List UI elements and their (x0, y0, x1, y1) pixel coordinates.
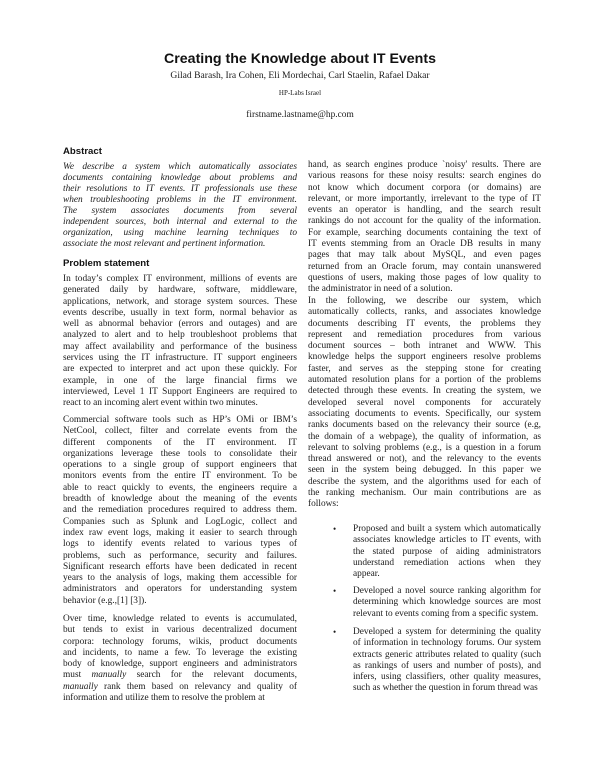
text-line: index raw event logs, making it easier to search through (63, 527, 297, 538)
text-line: analyzed to alert and to help troubleshoot problems that (63, 330, 297, 341)
text-line: different components of the IT environment. IT (63, 437, 297, 448)
text-line: relevant to events coming from a specific system. (353, 608, 539, 619)
bullet-icon: • (333, 586, 337, 596)
text-line: may affect availability and performance of the business (63, 341, 297, 352)
text-line: thread answered or not), and the relevancy to the events (308, 454, 541, 465)
text-line: follows: (308, 499, 339, 510)
text-line: returned from an Oracle forum, may contain unanswered (308, 261, 541, 272)
text-line: applications, network, and storage system sources. These (63, 296, 297, 307)
text-line: body of knowledge, support engineers and administrators (63, 659, 297, 670)
contact-email: firstname.lastname@hp.com (246, 110, 354, 120)
text-line: Proposed and built a system which automatically (353, 524, 541, 534)
text-line: events describe, usually in text form, normal behavior as (63, 307, 297, 318)
text-line: rankings do not account for the quality of the information. (308, 216, 541, 227)
text-line: determining which knowledge sources are most (353, 597, 541, 608)
text-line: pages that may talk about MySQL, and even pages (308, 250, 541, 261)
text-line: IT events stemming from an Oracle DB results in many (308, 239, 541, 250)
text-line: understand remediation actions when they (353, 557, 541, 568)
contribution-bullet-item (333, 627, 541, 695)
text-line: The system associates documents from several (63, 206, 297, 216)
text-line: detected through these events. In creating the system, we (308, 386, 541, 397)
text-line: able to react quickly to events, the engineers require a (63, 482, 297, 493)
text-line: not know which document corpora (or domains) are (308, 182, 541, 193)
text-line: Developed a system for determining the quality (353, 627, 541, 637)
emphasized-text: manually (63, 681, 98, 692)
paper-title: Creating the Knowledge about IT Events (164, 51, 436, 67)
text-line: well as abnormal behavior (errors and outages) and are (63, 319, 297, 330)
text-line: automatically collects, ranks, and associates knowledge (308, 307, 541, 318)
bullet-text (353, 627, 541, 695)
text-line: but tends to exist in various decentralized document (63, 625, 297, 636)
text-line: documents containing knowledge about problems and (63, 173, 297, 183)
text-line: Companies such as Splunk and LogLogic, collect and (63, 516, 297, 527)
contribution-bullet-item (333, 586, 541, 620)
section-heading-problem-statement: Problem statement (63, 258, 150, 269)
emphasized-text: manually (91, 670, 127, 681)
bullet-icon: • (333, 627, 337, 637)
text-line: logs to identify events related to various types of (63, 539, 297, 550)
bullet-text (353, 586, 541, 620)
text-line: seen in the system being debugged. In this paper we (308, 465, 541, 476)
text-line: represent and remediation procedures from various (308, 329, 541, 340)
body-paragraph (63, 415, 297, 607)
text-line: questions of users, making those pages of low quality to (308, 272, 541, 283)
text-line: knowledge helps the support engineers resolve problems (308, 352, 541, 363)
text-line: the ranking mechanism. Our main contributions are as (308, 488, 541, 499)
text-line: their resolutions to IT events. IT professionals use these (63, 184, 297, 194)
text-line: documents describing IT events, the problems they (308, 318, 541, 329)
text-line: services using the IT infrastructure. IT support engineers (63, 353, 297, 364)
author-list: Gilad Barash, Ira Cohen, Eli Mordechai, Carl Staelin, Rafael Dakar (170, 70, 430, 81)
text-line: are expected to interpret and act upon these quickly. For (63, 364, 297, 375)
contribution-bullet-item (333, 524, 541, 580)
text-line: Developed a novel source ranking algorithm for (353, 586, 541, 596)
text-line: automated resolution plans for a portion of the problems (308, 375, 541, 386)
text-line: faster, and serves as the stepping stone for creating (308, 363, 541, 374)
text-line: generated daily by hardware, software, middleware, (63, 285, 297, 296)
text-line: developed several novel components for accurately (308, 397, 541, 408)
affiliation: HP-Labs Israel (278, 89, 322, 97)
text-line: NetCool, collect, filter and correlate events from the (63, 426, 297, 437)
text-line: associates knowledge articles to IT events, with (353, 535, 541, 546)
text-line: various reasons for these noisy results: search engines do (308, 171, 541, 182)
text-line: years to the analysis of logs, making them accessible for (63, 573, 297, 584)
text-segment: search for the relevant documents, (126, 670, 297, 681)
body-paragraph (308, 160, 541, 296)
text-line: such as whether the question in forum thread was (353, 683, 538, 694)
text-line: when troubleshooting problems in the IT environment. (63, 195, 297, 205)
text-line: organizations leverage these tools to consolidate their (63, 448, 297, 459)
text-line: the domain of a webpage), the quality of information, as (308, 431, 541, 442)
text-line: relevant to solving problems (e.g., is a question in a forum (308, 442, 541, 453)
text-line: the administrator in need of a solution. (308, 284, 453, 295)
text-line: infers, using classifiers, other quality measures, (353, 672, 541, 683)
text-line: example, in one of the large financial firms we (63, 375, 297, 386)
text-line: events an operator is handling, and the search result (308, 205, 541, 216)
abstract-paragraph (63, 162, 297, 250)
text-line: organization, using machine learning techniques to (63, 228, 297, 238)
text-line: We describe a system which automatically associates (63, 162, 297, 172)
text-line: extracts generic attributes related to quality (such (353, 649, 541, 660)
text-line: describe the system, and the algorithms used for each of (308, 476, 541, 487)
text-line: problems, such as performance, security and failures. (63, 550, 297, 561)
text-line: breadth of knowledge about the meaning of the events (63, 494, 297, 505)
text-line: appear. (353, 569, 380, 580)
body-paragraph (63, 274, 297, 410)
text-line: hand, as search engines produce `noisy' results. There are (308, 160, 541, 170)
text-line: relevant, or more importantly, irrelevant to the type of IT (308, 193, 541, 204)
text-line: corpora: technology forums, wikis, product documents (63, 636, 297, 647)
text-line: Significant research efforts have been dedicated in recent (63, 561, 297, 572)
text-line: as rankings of users and number of posts), and (353, 660, 541, 671)
body-paragraph (63, 614, 297, 704)
text-segment: rank them based on relevancy and quality of (97, 681, 297, 692)
text-line: information and utilize them to resolve the problem at (63, 693, 265, 704)
text-line: interviewed, Level 1 IT Support Engineers are required to (63, 386, 297, 397)
text-line: behavior (e.g.,[1] [3]). (63, 595, 147, 606)
text-line: In the following, we describe our system, which (308, 296, 541, 306)
text-segment: must (63, 670, 92, 681)
text-line: associate the most relevant and pertinent information. (63, 239, 266, 249)
text-line (63, 670, 297, 681)
text-line: independent sources, both internal and external to the (63, 217, 297, 227)
text-line: of information in technology forums. Our system (353, 638, 541, 649)
text-line: administrators and operators for understanding system (63, 584, 297, 595)
text-line: monitors events from the entire IT environment. To be (63, 471, 297, 482)
text-line: and incidents, to name a few. To leverage the existing (63, 647, 297, 658)
text-line: operations to a single group of support engineers that (63, 460, 297, 471)
text-line (63, 682, 297, 693)
text-line: For example, searching documents containing the text of (308, 227, 541, 238)
text-line: associating documents to events. Specifically, our system (308, 408, 541, 419)
section-heading-abstract: Abstract (63, 146, 102, 157)
text-line: document sources – both intranet and WWW. This (308, 341, 541, 352)
bullet-text (353, 524, 541, 580)
text-line: In today’s complex IT environment, millions of events are (63, 274, 297, 284)
text-line: Commercial software tools such as HP’s OMi or IBM’s (63, 415, 297, 425)
body-paragraph (308, 296, 541, 511)
text-line: ranks documents based on the relevancy their source (e.g, (308, 420, 541, 431)
bullet-icon: • (333, 524, 337, 534)
text-line: react to an incoming alert event within two minutes. (63, 398, 258, 409)
text-line: the stated purpose of aiding administrators (353, 546, 541, 557)
text-line: Over time, knowledge related to events is accumulated, (63, 614, 297, 624)
text-line: and the remediation procedures required to address them. (63, 505, 297, 516)
